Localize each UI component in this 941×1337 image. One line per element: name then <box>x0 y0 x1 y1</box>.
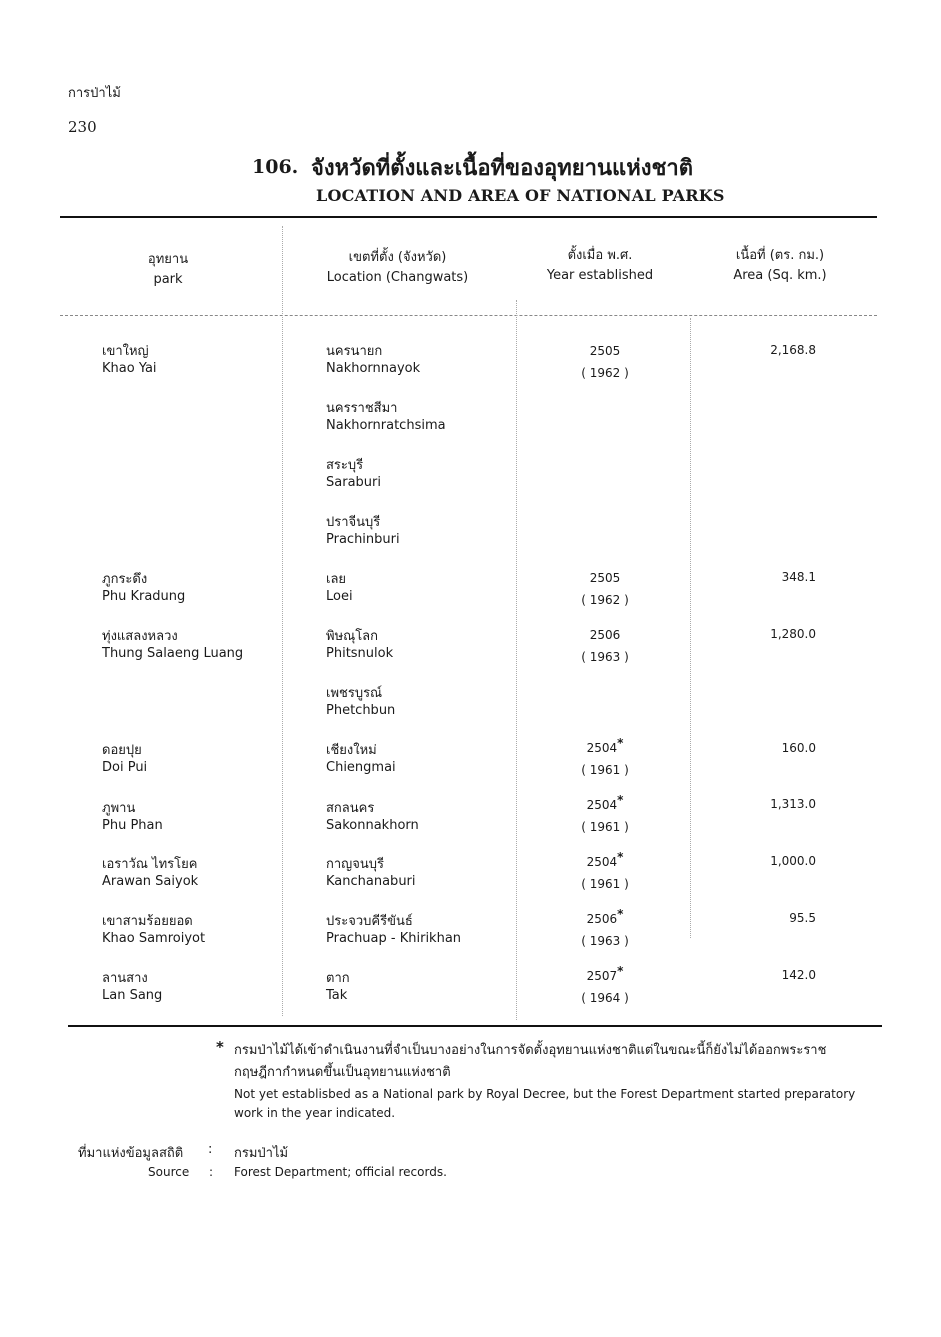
park-name-thai: เขาสามร้อยยอด <box>102 914 193 929</box>
source-colon: : <box>209 1165 214 1179</box>
location <box>326 400 446 434</box>
column-divider <box>690 318 691 938</box>
park-name-thai: เอราวัณ ไทรโยค <box>102 857 198 872</box>
location-thai: กาญจนบุรี <box>326 857 384 872</box>
year-ce: ( 1962 ) <box>581 593 629 607</box>
location-thai: พิษณุโลก <box>326 629 379 644</box>
year-ce: ( 1963 ) <box>581 650 629 664</box>
location-english: Tak <box>326 988 348 1003</box>
header-area <box>715 246 845 286</box>
year-be: 2504 <box>586 855 618 869</box>
location-thai: นครนายก <box>326 344 383 359</box>
location <box>326 343 420 377</box>
year-established <box>565 851 645 895</box>
year-ce: ( 1961 ) <box>581 763 629 777</box>
park-name <box>102 856 198 890</box>
park-name-thai: เขาใหญ่ <box>102 344 149 359</box>
footnote-english: Not yet establisbed as a National park by Royal Decree, but the Forest Department started preparatory work in the year indicated. <box>234 1087 856 1120</box>
location-english: Kanchanaburi <box>326 874 416 889</box>
header-year-thai: ตั้งเมื่อ พ.ศ. <box>567 248 633 263</box>
source-label-english: Source <box>148 1165 190 1179</box>
table-title-thai: จังหวัดที่ตั้งและเนื้อที่ของอุทยานแห่งชาติ <box>311 155 694 181</box>
park-name-thai: ภูกระดึง <box>102 572 148 587</box>
location-thai: สกลนคร <box>326 801 375 816</box>
footnote-marker: * <box>617 850 624 864</box>
column-divider <box>282 226 283 1016</box>
park-name-thai: ลานสาง <box>102 971 148 986</box>
park-name-thai: ภูพาน <box>102 801 136 816</box>
park-name <box>102 800 163 834</box>
header-separator <box>60 315 877 316</box>
table-title-english: LOCATION AND AREA OF NATIONAL PARKS <box>316 186 725 205</box>
area-value: 348.1 <box>781 570 816 584</box>
footnote-thai: กรมป่าไม้ได้เข้าดำเนินงานที่จำเป็นบางอย่างในการจัดตั้งอุทยานแห่งชาติแต่ในขณะนี้ก็ยังไม่ได้ออกพระราชกฤษฎีกากำหนดขึ้นเป็นอุทยานแห่งชาติ <box>234 1043 827 1080</box>
park-name <box>102 628 243 662</box>
year-established <box>565 908 645 952</box>
header-location-thai: เขตที่ตั้ง (จังหวัด) <box>348 250 447 265</box>
year-ce: ( 1961 ) <box>581 820 629 834</box>
area-value: 95.5 <box>789 911 816 925</box>
location-english: Sakonnakhorn <box>326 818 419 833</box>
location-english: Phitsnulok <box>326 646 394 661</box>
table-top-rule <box>60 216 877 218</box>
year-established <box>565 340 645 384</box>
footnote-marker: * <box>617 964 624 978</box>
park-name-english: Phu Kradung <box>102 589 186 604</box>
park-name-english: Khao Yai <box>102 361 157 376</box>
area-value: 142.0 <box>781 968 816 982</box>
header-year-english: Year established <box>546 268 654 283</box>
footnote-marker: * <box>617 907 624 921</box>
year-ce: ( 1961 ) <box>581 877 629 891</box>
source-value-english: Forest Department; official records. <box>234 1165 447 1179</box>
header-location-english: Location (Changwats) <box>326 270 469 285</box>
park-name <box>102 742 147 776</box>
location-thai: เชียงใหม่ <box>326 743 377 758</box>
year-established <box>565 737 645 781</box>
header-location <box>310 248 485 288</box>
location-english: Chiengmai <box>326 760 396 775</box>
page-number: 230 <box>68 118 97 136</box>
park-name-thai: ทุ่งแสลงหลวง <box>102 629 178 644</box>
footnote-marker: * <box>617 793 624 807</box>
header-park <box>108 250 228 290</box>
area-value: 1,000.0 <box>770 854 816 868</box>
location-thai: ปราจีนบุรี <box>326 515 381 530</box>
area-value: 2,168.8 <box>770 343 816 357</box>
header-area-english: Area (Sq. km.) <box>733 268 827 283</box>
park-name-english: Arawan Saiyok <box>102 874 199 889</box>
year-be: 2507 <box>586 969 618 983</box>
location-thai: ประจวบคีรีขันธ์ <box>326 914 413 929</box>
park-name <box>102 913 205 947</box>
table-number: 106. <box>252 156 299 178</box>
location <box>326 514 400 548</box>
park-name-english: Thung Salaeng Luang <box>102 646 244 661</box>
location <box>326 742 396 776</box>
area-value: 1,280.0 <box>770 627 816 641</box>
footnote-star: * <box>216 1038 224 1056</box>
location-english: Prachinburi <box>326 532 400 547</box>
location-english: Nakhornratchsima <box>326 418 446 433</box>
location <box>326 970 350 1004</box>
park-name-english: Lan Sang <box>102 988 163 1003</box>
location-english: Nakhornnayok <box>326 361 421 376</box>
park-name-english: Phu Phan <box>102 818 163 833</box>
source-colon: : <box>208 1142 213 1157</box>
location <box>326 628 393 662</box>
location <box>326 913 461 947</box>
header-park-thai: อุทยาน <box>147 252 189 267</box>
location-thai: เพชรบูรณ์ <box>326 686 383 701</box>
year-be: 2506 <box>586 912 618 926</box>
park-name <box>102 343 157 377</box>
location-thai: สระบุรี <box>326 458 364 473</box>
source-label-thai: ที่มาแห่งข้อมูลสถิติ <box>78 1146 184 1161</box>
table-bottom-rule <box>68 1025 882 1027</box>
park-name <box>102 571 185 605</box>
year-be: 2505 <box>589 571 621 585</box>
year-ce: ( 1963 ) <box>581 934 629 948</box>
location-thai: นครราชสีมา <box>326 401 398 416</box>
location-english: Saraburi <box>326 475 381 490</box>
year-be: 2504 <box>586 741 618 755</box>
location-english: Prachuap - Khirikhan <box>326 931 462 946</box>
area-value: 1,313.0 <box>770 797 816 811</box>
location <box>326 571 353 605</box>
park-name <box>102 970 162 1004</box>
area-value: 160.0 <box>781 741 816 755</box>
location-thai: ตาก <box>326 971 350 986</box>
year-established <box>565 794 645 838</box>
year-ce: ( 1962 ) <box>581 366 629 380</box>
park-name-thai: ดอยปุย <box>102 743 142 758</box>
year-ce: ( 1964 ) <box>581 991 629 1005</box>
location <box>326 800 419 834</box>
header-year <box>530 246 670 286</box>
year-be: 2505 <box>589 344 621 358</box>
year-established <box>565 965 645 1009</box>
header-park-english: park <box>153 272 183 287</box>
source-value-thai: กรมป่าไม้ <box>234 1146 289 1161</box>
location <box>326 685 395 719</box>
footnote-marker: * <box>617 736 624 750</box>
location-thai: เลย <box>326 572 347 587</box>
location <box>326 856 416 890</box>
year-be: 2504 <box>586 798 618 812</box>
park-name-english: Doi Pui <box>102 760 148 775</box>
year-established <box>565 567 645 611</box>
column-divider <box>516 300 517 1020</box>
location-english: Phetchbun <box>326 703 396 718</box>
year-established <box>565 624 645 668</box>
section-title: การป่าไม้ <box>68 86 121 101</box>
location <box>326 457 381 491</box>
year-be: 2506 <box>589 628 621 642</box>
location-english: Loei <box>326 589 353 604</box>
park-name-english: Khao Samroiyot <box>102 931 206 946</box>
header-area-thai: เนื้อที่ (ตร. กม.) <box>735 248 825 263</box>
